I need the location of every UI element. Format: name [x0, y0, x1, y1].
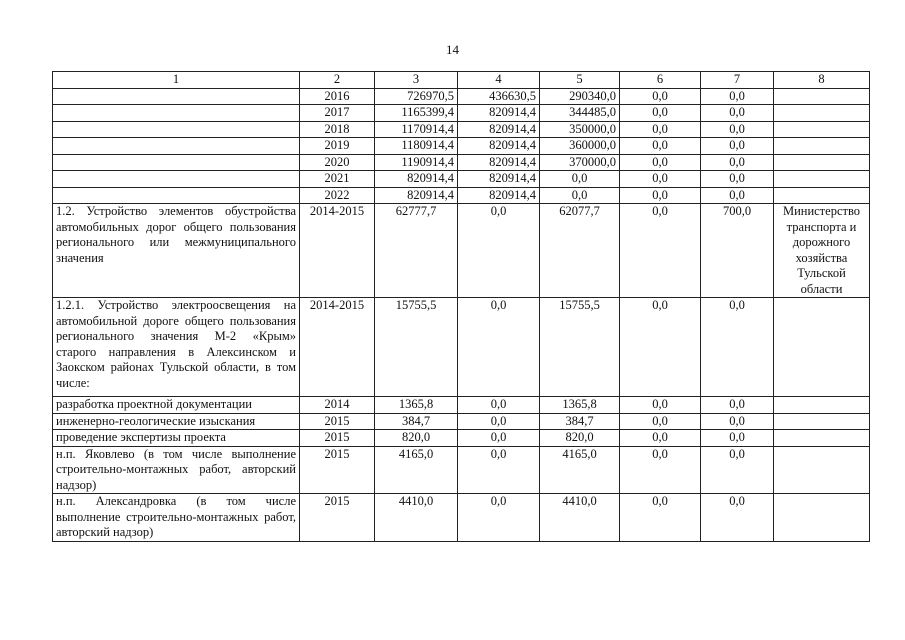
cell-executor — [774, 298, 870, 397]
cell-period: 2015 — [300, 413, 375, 430]
cell-executor — [774, 413, 870, 430]
table-row — [53, 171, 870, 188]
cell-total: 820,0 — [375, 430, 458, 447]
cell-name — [53, 154, 300, 171]
cell-period: 2015 — [300, 494, 375, 542]
cell-name: 1.2. Устройство элементов обустройства автомобильных дорог общего пользования регионального или межмуниципального значения — [53, 204, 300, 298]
cell-name: н.п. Яковлево (в том числе выполнение строительно-монтажных работ, авторский надзор) — [53, 446, 300, 494]
cell-col4: 436630,5 — [458, 88, 540, 105]
cell-total: 4165,0 — [375, 446, 458, 494]
cell-col5: 15755,5 — [540, 298, 620, 397]
cell-total: 1365,8 — [375, 397, 458, 414]
cell-col5: 344485,0 — [540, 105, 620, 122]
cell-period: 2017 — [300, 105, 375, 122]
cell-executor — [774, 446, 870, 494]
cell-col5: 62077,7 — [540, 204, 620, 298]
header-col-3: 3 — [375, 72, 458, 89]
cell-period: 2022 — [300, 187, 375, 204]
cell-col7: 0,0 — [701, 494, 774, 542]
cell-total: 1190914,4 — [375, 154, 458, 171]
cell-name: н.п. Александровка (в том числе выполнение строительно-монтажных работ, авторский надзор) — [53, 494, 300, 542]
cell-col5: 360000,0 — [540, 138, 620, 155]
cell-total: 384,7 — [375, 413, 458, 430]
cell-col7: 0,0 — [701, 397, 774, 414]
cell-executor — [774, 187, 870, 204]
cell-col7: 0,0 — [701, 446, 774, 494]
cell-col7: 0,0 — [701, 121, 774, 138]
cell-col5: 4410,0 — [540, 494, 620, 542]
table-row-item-1-2 — [53, 204, 870, 298]
cell-col6: 0,0 — [620, 187, 701, 204]
cell-col7: 700,0 — [701, 204, 774, 298]
cell-col4: 820914,4 — [458, 138, 540, 155]
header-col-6: 6 — [620, 72, 701, 89]
cell-col7: 0,0 — [701, 88, 774, 105]
cell-col7: 0,0 — [701, 298, 774, 397]
cell-col4: 0,0 — [458, 430, 540, 447]
cell-col4: 820914,4 — [458, 121, 540, 138]
cell-col6: 0,0 — [620, 298, 701, 397]
cell-total: 4410,0 — [375, 494, 458, 542]
cell-period: 2018 — [300, 121, 375, 138]
cell-period: 2014 — [300, 397, 375, 414]
cell-col4: 0,0 — [458, 413, 540, 430]
cell-executor — [774, 88, 870, 105]
cell-executor — [774, 138, 870, 155]
cell-col5: 370000,0 — [540, 154, 620, 171]
header-col-2: 2 — [300, 72, 375, 89]
cell-period: 2014-2015 — [300, 298, 375, 397]
cell-col5: 350000,0 — [540, 121, 620, 138]
table-row — [53, 121, 870, 138]
cell-total: 15755,5 — [375, 298, 458, 397]
cell-col6: 0,0 — [620, 446, 701, 494]
cell-name: инженерно-геологические изыскания — [53, 413, 300, 430]
cell-col4: 0,0 — [458, 446, 540, 494]
budget-table — [52, 71, 870, 542]
cell-col4: 0,0 — [458, 397, 540, 414]
cell-executor — [774, 105, 870, 122]
header-col-5: 5 — [540, 72, 620, 89]
cell-col6: 0,0 — [620, 154, 701, 171]
cell-col5: 0,0 — [540, 171, 620, 188]
table-row — [53, 413, 870, 430]
table-row — [53, 494, 870, 542]
cell-col4: 820914,4 — [458, 187, 540, 204]
cell-col6: 0,0 — [620, 204, 701, 298]
cell-col4: 820914,4 — [458, 154, 540, 171]
cell-executor — [774, 154, 870, 171]
cell-period: 2020 — [300, 154, 375, 171]
header-col-7: 7 — [701, 72, 774, 89]
cell-period: 2021 — [300, 171, 375, 188]
cell-name — [53, 121, 300, 138]
cell-col4: 0,0 — [458, 494, 540, 542]
table-row — [53, 446, 870, 494]
header-col-8: 8 — [774, 72, 870, 89]
cell-name: 1.2.1. Устройство электроосвещения на автомобильной дороге общего пользования регионального значения М-2 «Крым» старого направления в Алексинском и Заокском районах Тульской области, в том числе: — [53, 298, 300, 397]
cell-col6: 0,0 — [620, 121, 701, 138]
cell-col6: 0,0 — [620, 105, 701, 122]
cell-total: 820914,4 — [375, 187, 458, 204]
cell-period: 2014-2015 — [300, 204, 375, 298]
cell-executor — [774, 171, 870, 188]
cell-col5: 1365,8 — [540, 397, 620, 414]
cell-col6: 0,0 — [620, 413, 701, 430]
cell-col7: 0,0 — [701, 430, 774, 447]
cell-period: 2015 — [300, 430, 375, 447]
cell-total: 1170914,4 — [375, 121, 458, 138]
cell-col6: 0,0 — [620, 494, 701, 542]
cell-col4: 820914,4 — [458, 171, 540, 188]
cell-col4: 0,0 — [458, 204, 540, 298]
cell-col7: 0,0 — [701, 187, 774, 204]
cell-col4: 0,0 — [458, 298, 540, 397]
table-header-row — [53, 72, 870, 89]
cell-executor — [774, 121, 870, 138]
cell-total: 1180914,4 — [375, 138, 458, 155]
cell-name: проведение экспертизы проекта — [53, 430, 300, 447]
cell-name — [53, 187, 300, 204]
cell-period: 2016 — [300, 88, 375, 105]
cell-col6: 0,0 — [620, 138, 701, 155]
cell-col7: 0,0 — [701, 413, 774, 430]
cell-col5: 290340,0 — [540, 88, 620, 105]
table-row — [53, 187, 870, 204]
cell-col7: 0,0 — [701, 154, 774, 171]
cell-col6: 0,0 — [620, 397, 701, 414]
page-number: 14 — [446, 42, 459, 57]
table-row — [53, 397, 870, 414]
header-col-1: 1 — [53, 72, 300, 89]
cell-total: 820914,4 — [375, 171, 458, 188]
cell-period: 2015 — [300, 446, 375, 494]
cell-col5: 820,0 — [540, 430, 620, 447]
cell-total: 726970,5 — [375, 88, 458, 105]
table-row — [53, 430, 870, 447]
cell-name: разработка проектной документации — [53, 397, 300, 414]
table-row — [53, 105, 870, 122]
cell-col7: 0,0 — [701, 171, 774, 188]
header-col-4: 4 — [458, 72, 540, 89]
cell-executor — [774, 430, 870, 447]
cell-col6: 0,0 — [620, 171, 701, 188]
cell-col5: 384,7 — [540, 413, 620, 430]
table-row — [53, 154, 870, 171]
cell-col6: 0,0 — [620, 88, 701, 105]
cell-executor — [774, 494, 870, 542]
cell-executor — [774, 397, 870, 414]
cell-col7: 0,0 — [701, 105, 774, 122]
cell-name — [53, 105, 300, 122]
cell-name — [53, 171, 300, 188]
cell-period: 2019 — [300, 138, 375, 155]
table-row — [53, 138, 870, 155]
cell-total: 1165399,4 — [375, 105, 458, 122]
cell-executor: Министерство транспорта и дорожного хозяйства Тульской области — [774, 204, 870, 298]
cell-col5: 0,0 — [540, 187, 620, 204]
cell-col4: 820914,4 — [458, 105, 540, 122]
cell-name — [53, 88, 300, 105]
cell-col5: 4165,0 — [540, 446, 620, 494]
cell-col7: 0,0 — [701, 138, 774, 155]
cell-col6: 0,0 — [620, 430, 701, 447]
cell-total: 62777,7 — [375, 204, 458, 298]
cell-name — [53, 138, 300, 155]
table-row-item-1-2-1 — [53, 298, 870, 397]
table-row — [53, 88, 870, 105]
